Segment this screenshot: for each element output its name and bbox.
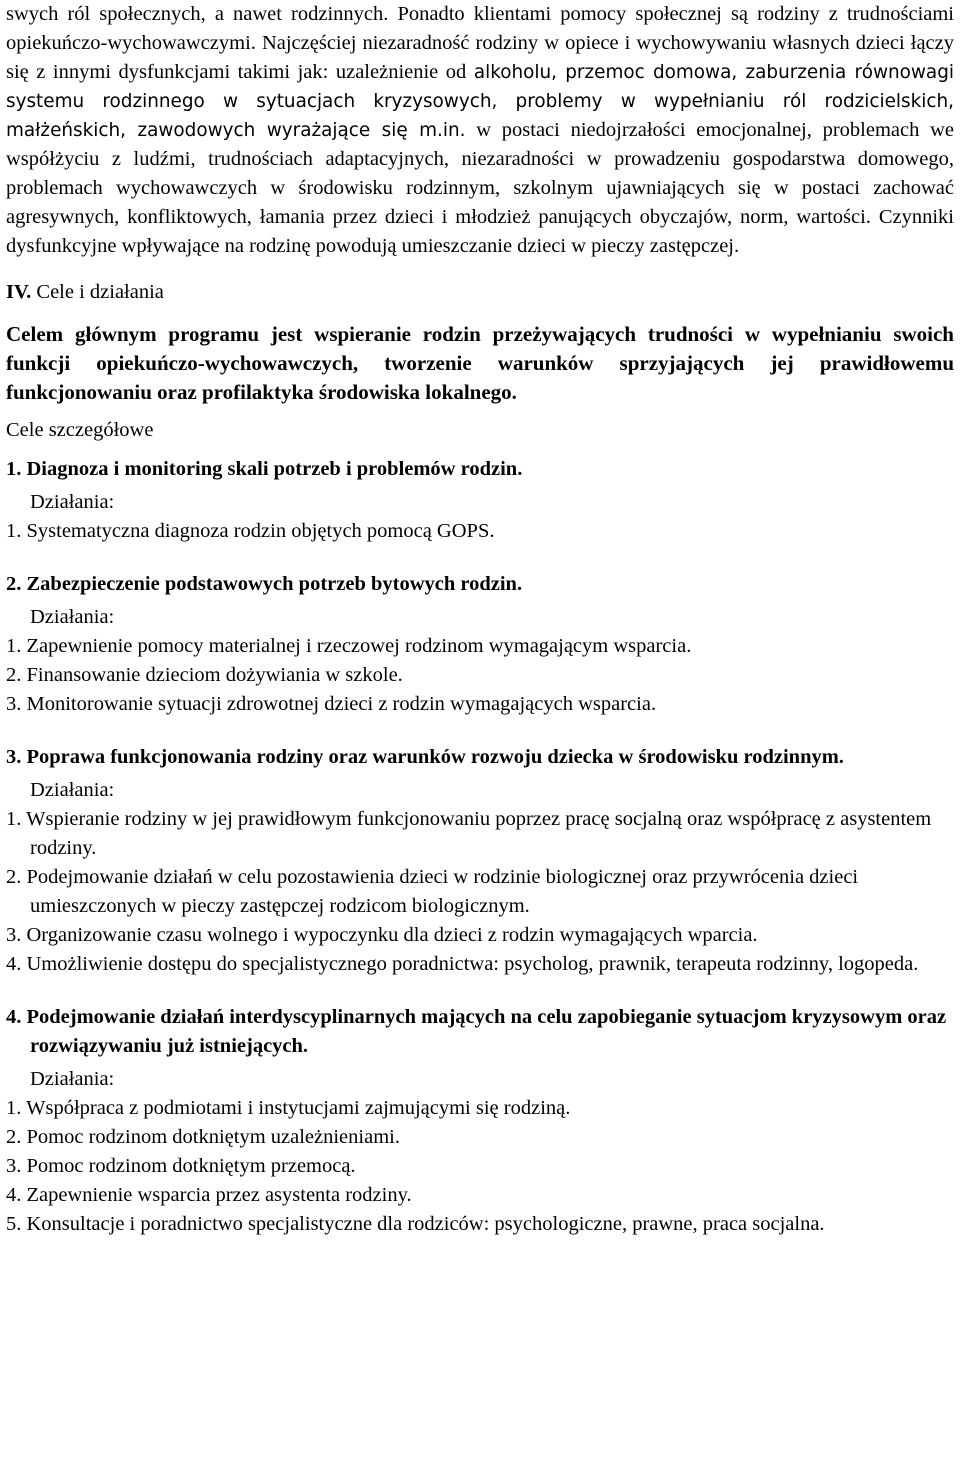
intro-text-3: w postaci niedojrzałości emocjonalnej, problemach we współżyciu z ludźmi, trudnościach adaptacyjnych, niezaradności w prowadzeniu gospodarstwa domowego, problemach wychowawczych w środowisku rodzinnym, szkolnym ujawniających się w postaci zachować agresywnych, konfliktowych, łamania przez dzieci i młodzież panujących obyczajów, norm, wartości. Czynniki dysfunkcyjne wpływające na rodzinę powodują umieszczanie dzieci w pieczy zastępczej.	[6, 119, 954, 257]
actions-list	[6, 632, 954, 719]
intro-paragraph	[6, 0, 954, 261]
action-item: 3. Pomoc rodzinom dotkniętym przemocą.	[6, 1155, 356, 1177]
actions-list	[6, 517, 954, 546]
action-item: 1. Systematyczna diagnoza rodzin objętych pomocą GOPS.	[6, 520, 495, 542]
action-item: 4. Zapewnienie wsparcia przez asystenta rodziny.	[6, 1184, 412, 1206]
intro-text-2: alkoholu, przemoc domowa, zaburzenia równowagi systemu rodzinnego w sytuacjach kryzysowych, problemy w wypełnianiu ról rodzicielskich, małżeńskich, zawodowych wyrażające się m.in.	[6, 62, 954, 141]
objective-title: 3. Poprawa funkcjonowania rodziny oraz warunków rozwoju dziecka w środowisku rodzinnym.	[6, 746, 844, 768]
actions-label: Działania:	[30, 779, 115, 801]
objective-title: 1. Diagnoza i monitoring skali potrzeb i problemów rodzin.	[6, 458, 523, 480]
objective-title: 2. Zabezpieczenie podstawowych potrzeb bytowych rodzin.	[6, 573, 523, 595]
actions-label: Działania:	[30, 606, 115, 628]
section-number: IV.	[6, 281, 32, 303]
objective-2	[6, 570, 954, 719]
objective-4	[6, 1003, 954, 1239]
section-title: Cele i działania	[31, 281, 164, 303]
objective-1	[6, 455, 954, 546]
action-item: 2. Podejmowanie działań w celu pozostawienia dzieci w rodzinie biologicznej oraz przywrócenia dzieci umieszczonych w pieczy zastępczej rodzicom biologicznym.	[6, 866, 859, 917]
action-item: 1. Wspieranie rodziny w jej prawidłowym funkcjonowaniu poprzez pracę socjalną oraz współpracę z asystentem rodziny.	[6, 808, 932, 859]
detailed-goals-label: Cele szczegółowe	[6, 419, 154, 441]
action-item: 1. Zapewnienie pomocy materialnej i rzeczowej rodzinom wymagającym wsparcia.	[6, 635, 692, 657]
actions-list	[6, 1094, 954, 1239]
intro-text-1: swych ról społecznych, a nawet rodzinnych. Ponadto klientami pomocy społecznej są rodziny z trudnościami opiekuńczo-wychowawczymi. Najczęściej niezaradność rodziny w opiece i wychowywaniu własnych dzieci łączy się z innymi dysfunkcjami takimi jak: uzależnienie od	[6, 3, 954, 83]
action-item: 3. Monitorowanie sytuacji zdrowotnej dzieci z rodzin wymagających wsparcia.	[6, 693, 657, 715]
section-heading	[6, 278, 954, 307]
objective-title: 4. Podejmowanie działań interdyscyplinarnych mających na celu zapobieganie sytuacjom kryzysowym oraz rozwiązywaniu już istniejących.	[6, 1006, 947, 1057]
action-item: 2. Finansowanie dzieciom dożywiania w szkole.	[6, 664, 403, 686]
actions-label: Działania:	[30, 491, 115, 513]
main-goal: Celem głównym programu jest wspieranie rodzin przeżywających trudności w wypełnianiu swoich funkcji opiekuńczo-wychowawczych, tworzenie warunków sprzyjających jej prawidłowemu funkcjonowaniu oraz profilaktyka środowiska lokalnego.	[6, 322, 954, 404]
actions-label: Działania:	[30, 1068, 115, 1090]
action-item: 2. Pomoc rodzinom dotkniętym uzależnieniami.	[6, 1126, 400, 1148]
actions-list	[6, 805, 954, 979]
action-item: 4. Umożliwienie dostępu do specjalistycznego poradnictwa: psycholog, prawnik, terapeuta rodzinny, logopeda.	[6, 953, 919, 975]
objective-3	[6, 743, 954, 979]
action-item: 3. Organizowanie czasu wolnego i wypoczynku dla dzieci z rodzin wymagających wparcia.	[6, 924, 758, 946]
action-item: 1. Współpraca z podmiotami i instytucjami zajmującymi się rodziną.	[6, 1097, 571, 1119]
action-item: 5. Konsultacje i poradnictwo specjalistyczne dla rodziców: psychologiczne, prawne, praca socjalna.	[6, 1213, 825, 1235]
